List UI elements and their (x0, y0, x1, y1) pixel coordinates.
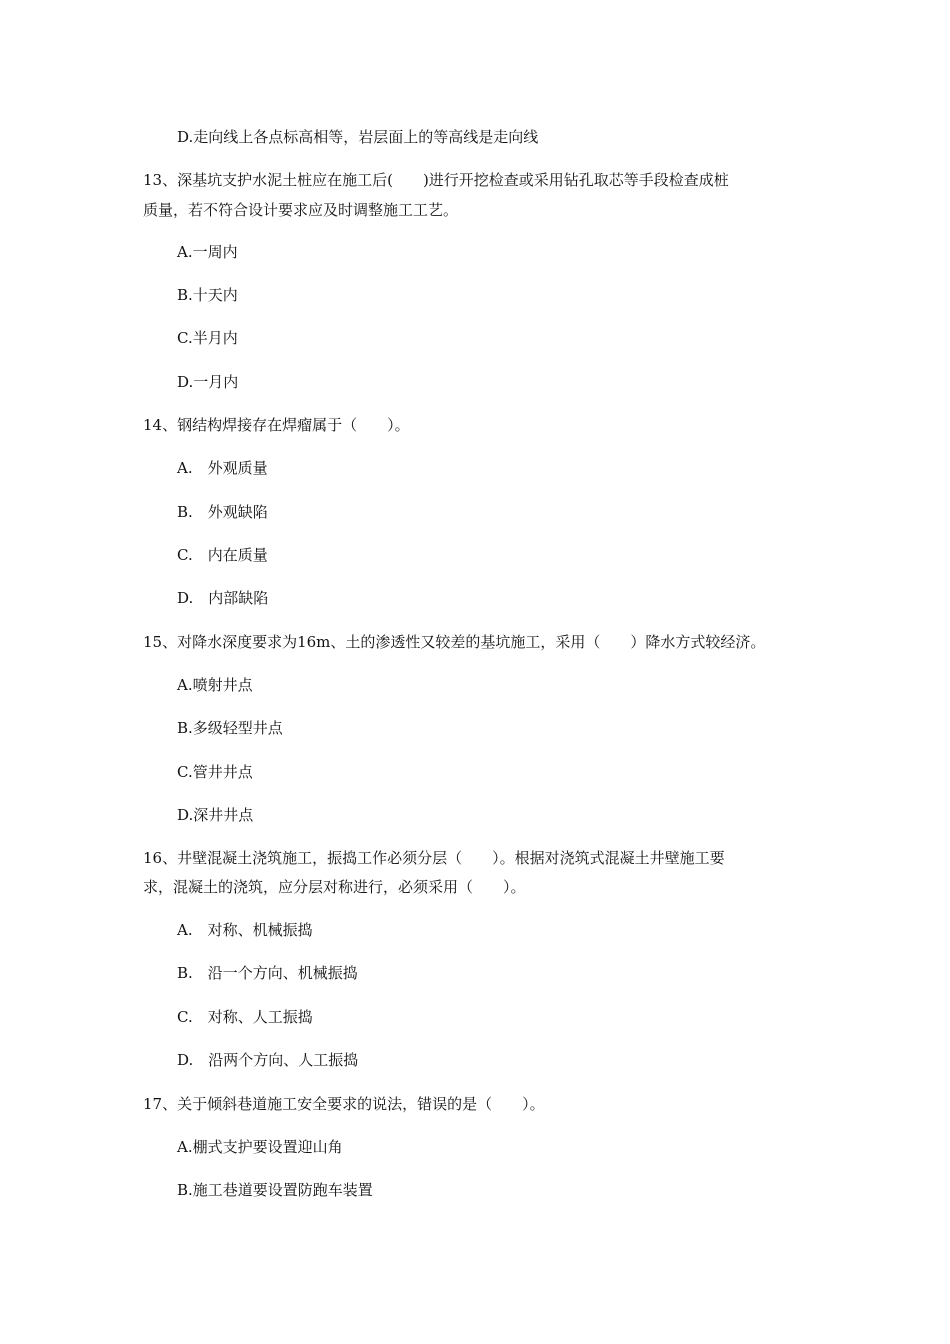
q15-option-d: D.深井井点 (177, 806, 254, 824)
q12-option-d: D.走向线上各点标高相等，岩层面上的等高线是走向线 (177, 128, 539, 146)
q15-option-a: A.喷射井点 (177, 676, 253, 694)
q14-stem: 14、钢结构焊接存在焊瘤属于（ ）。 (143, 416, 410, 434)
q14-option-d: D. 内部缺陷 (177, 589, 269, 607)
q16-stem-line2: 求，混凝土的浇筑，应分层对称进行，必须采用（ ）。 (143, 878, 526, 896)
q13-option-d: D.一月内 (177, 373, 239, 391)
q13-stem-line1: 13、深基坑支护水泥土桩应在施工后( )进行开挖检查或采用钻孔取芯等手段检查成桩 (143, 171, 729, 189)
q14-option-a: A. 外观质量 (177, 459, 268, 477)
q15-stem: 15、对降水深度要求为16m、土的渗透性又较差的基坑施工，采用（ ）降水方式较经济。 (143, 633, 766, 651)
q17-stem: 17、关于倾斜巷道施工安全要求的说法，错误的是（ ）。 (143, 1095, 545, 1113)
q13-stem-line2: 质量，若不符合设计要求应及时调整施工工艺。 (143, 201, 459, 219)
q17-option-a: A.棚式支护要设置迎山角 (177, 1138, 343, 1156)
q13-option-c: C.半月内 (177, 329, 238, 347)
q16-option-c: C. 对称、人工振捣 (177, 1008, 313, 1026)
q16-option-a: A. 对称、机械振捣 (177, 921, 313, 939)
q15-option-c: C.管井井点 (177, 763, 253, 781)
q16-stem-line1: 16、井壁混凝土浇筑施工，振捣工作必须分层（ ）。根据对浇筑式混凝土井壁施工要 (143, 849, 725, 867)
q16-option-d: D. 沿两个方向、人工振捣 (177, 1051, 359, 1069)
q16-option-b: B. 沿一个方向、机械振捣 (177, 964, 358, 982)
q14-option-b: B. 外观缺陷 (177, 503, 268, 521)
q17-option-b: B.施工巷道要设置防跑车装置 (177, 1181, 373, 1199)
q14-option-c: C. 内在质量 (177, 546, 268, 564)
q13-option-a: A.一周内 (177, 243, 238, 261)
q15-option-b: B.多级轻型井点 (177, 719, 283, 737)
q13-option-b: B.十天内 (177, 286, 238, 304)
